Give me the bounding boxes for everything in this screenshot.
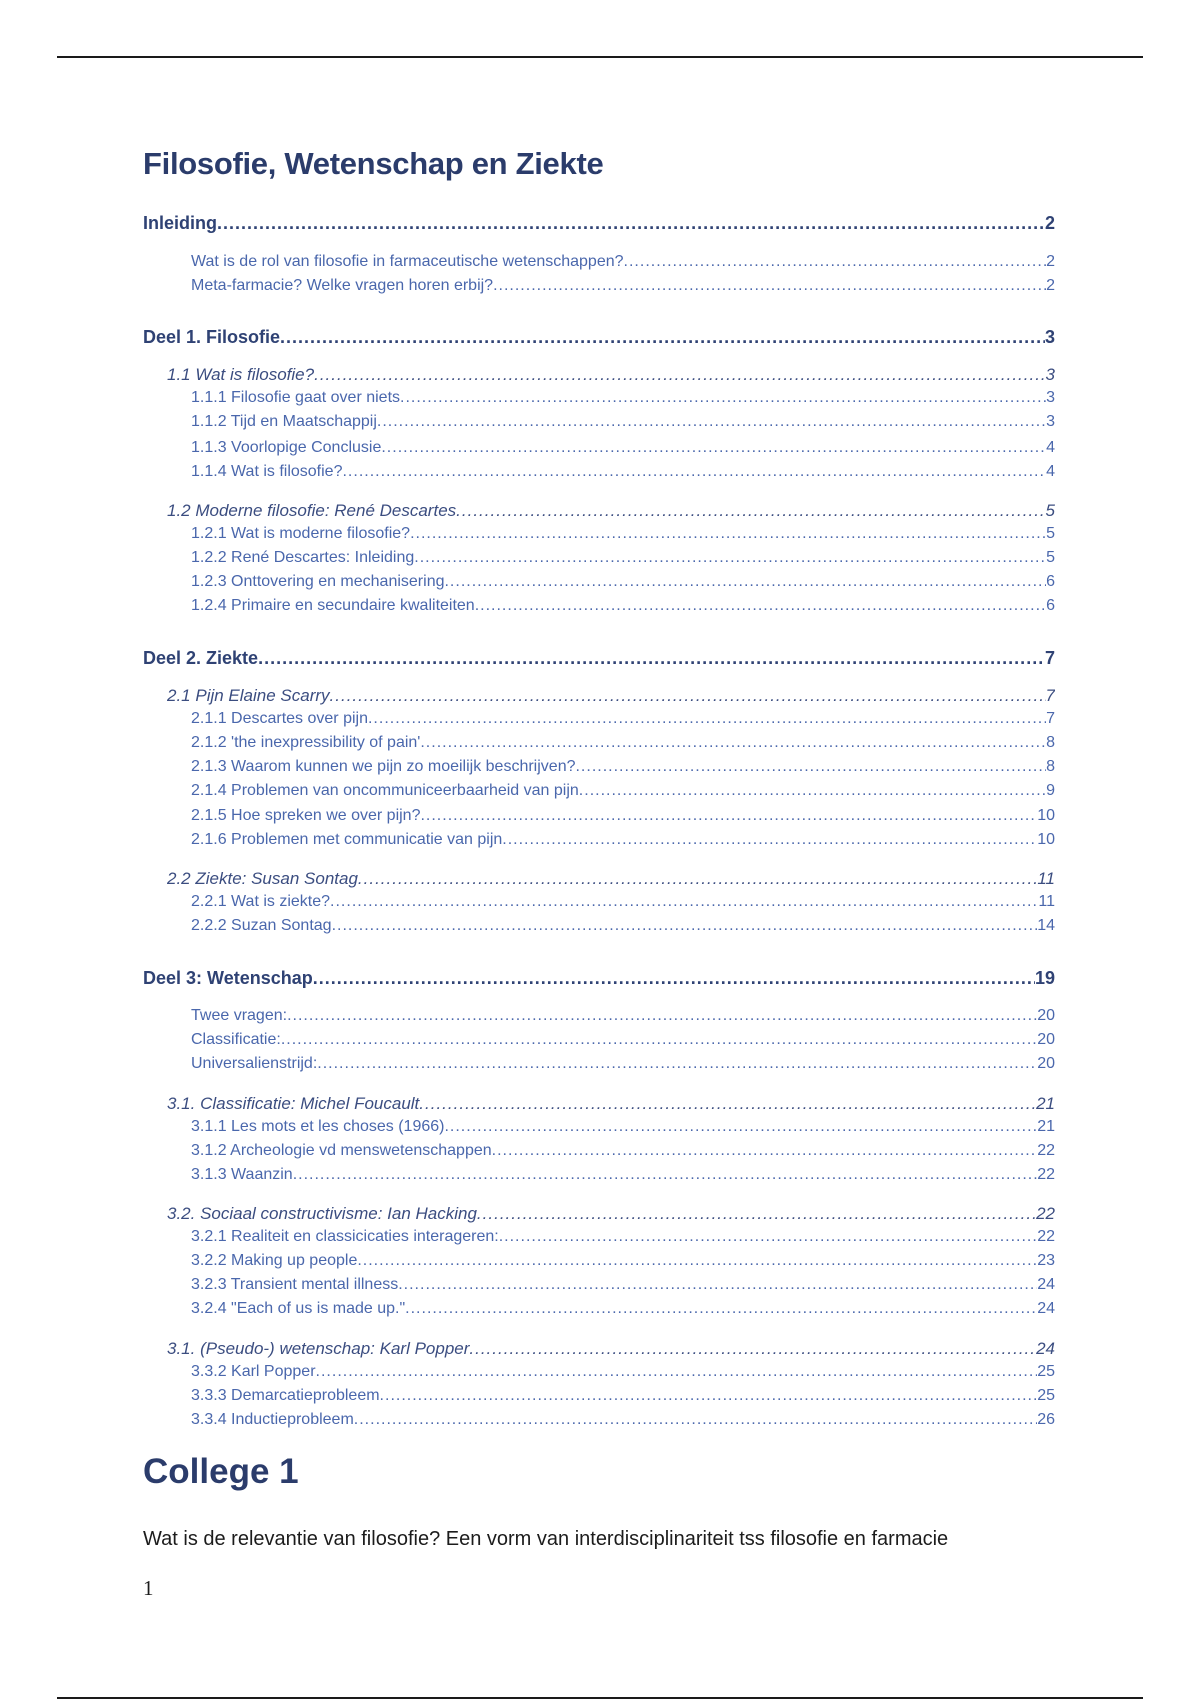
toc-entry[interactable]: [191, 831, 1055, 849]
toc-entry-title: 3.1. (Pseudo-) wetenschap: Karl Popper: [167, 1339, 470, 1358]
toc-entry-page: 24: [1036, 1339, 1055, 1358]
toc-entry[interactable]: [191, 782, 1055, 800]
toc-entry-title: 1.1.2 Tijd en Maatschappij: [191, 413, 377, 430]
toc-entry-title: 3.2.1 Realiteit en classicicaties interageren:: [191, 1228, 499, 1245]
toc-entry-title: 1.1 Wat is filosofie?: [167, 365, 315, 384]
toc-entry-page: 22: [1036, 1204, 1055, 1223]
toc-entry-page: 6: [1046, 597, 1055, 614]
toc-dot-leader: [420, 734, 1046, 752]
toc-dot-leader: [281, 1031, 1037, 1049]
toc-entry-page: 11: [1037, 869, 1055, 888]
toc-entry-title: 2.1.5 Hoe spreken we over pijn?: [191, 807, 421, 824]
toc-entry[interactable]: [191, 549, 1055, 567]
toc-dot-leader: [313, 968, 1035, 989]
toc-entry[interactable]: [191, 1252, 1055, 1270]
toc-dot-leader: [444, 1118, 1037, 1136]
toc-dot-leader: [316, 1363, 1038, 1381]
toc-dot-leader: [368, 710, 1046, 728]
toc-dot-leader: [330, 686, 1046, 706]
toc-entry-page: 24: [1037, 1276, 1055, 1293]
toc-dot-leader: [492, 1142, 1038, 1160]
toc-entry[interactable]: [143, 648, 1055, 669]
toc-entry[interactable]: [191, 1166, 1055, 1184]
toc-entry-page: 5: [1046, 549, 1055, 566]
toc-entry-title: Deel 1. Filosofie: [143, 327, 281, 347]
toc-entry-page: 25: [1037, 1363, 1055, 1380]
toc-entry-title: 1.2 Moderne filosofie: René Descartes: [167, 501, 457, 520]
toc-dot-leader: [579, 782, 1046, 800]
toc-entry-title: 2.1.6 Problemen met communicatie van pijn: [191, 831, 503, 848]
toc-entry-page: 22: [1037, 1142, 1055, 1159]
toc-entry-page: 3: [1045, 365, 1055, 384]
toc-entry-page: 21: [1036, 1094, 1055, 1113]
toc-entry[interactable]: [191, 597, 1055, 615]
document-title: Filosofie, Wetenschap en Ziekte: [143, 146, 604, 181]
toc-entry[interactable]: [191, 277, 1055, 295]
toc-dot-leader: [332, 917, 1038, 935]
toc-entry-title: 2.2.2 Suzan Sontag: [191, 917, 332, 934]
toc-entry[interactable]: [167, 1094, 1055, 1114]
toc-entry-page: 20: [1037, 1007, 1055, 1024]
toc-entry-page: 8: [1046, 734, 1055, 751]
toc-entry-title: 3.2.4 "Each of us is made up.": [191, 1300, 406, 1317]
toc-entry-title: 3.3.3 Demarcatieprobleem: [191, 1387, 380, 1404]
toc-entry-title: Deel 2. Ziekte: [143, 648, 259, 668]
toc-entry-title: 2.1.2 'the inexpressibility of pain': [191, 734, 421, 751]
toc-dot-leader: [400, 389, 1046, 407]
toc-entry[interactable]: [167, 686, 1055, 706]
toc-dot-leader: [377, 413, 1046, 431]
toc-dot-leader: [280, 327, 1045, 348]
toc-entry[interactable]: [191, 1387, 1055, 1405]
toc-dot-leader: [414, 549, 1046, 567]
toc-entry-title: Inleiding: [143, 213, 217, 233]
toc-entry-page: 5: [1046, 525, 1055, 542]
toc-dot-leader: [456, 501, 1045, 521]
toc-entry[interactable]: [191, 917, 1055, 935]
toc-entry-title: 3.1. Classificatie: Michel Foucault: [167, 1094, 420, 1113]
toc-entry[interactable]: [191, 758, 1055, 776]
toc-entry-title: 3.1.3 Waanzin: [191, 1166, 293, 1183]
toc-dot-leader: [410, 525, 1046, 543]
toc-entry-title: 2.2 Ziekte: Susan Sontag: [167, 869, 358, 888]
toc-dot-leader: [217, 213, 1045, 234]
toc-entry-title: Classificatie:: [191, 1031, 281, 1048]
toc-entry[interactable]: [191, 1276, 1055, 1294]
toc-entry[interactable]: [191, 807, 1055, 825]
toc-entry-title: 3.2.3 Transient mental illness: [191, 1276, 399, 1293]
toc-dot-leader: [330, 893, 1038, 911]
toc-entry-title: 1.2.2 René Descartes: Inleiding: [191, 549, 415, 566]
toc-entry[interactable]: [191, 463, 1055, 481]
section-heading: College 1: [143, 1452, 299, 1491]
toc-entry[interactable]: [191, 413, 1055, 431]
toc-dot-leader: [493, 277, 1046, 295]
toc-dot-leader: [342, 463, 1046, 481]
toc-entry-page: 20: [1037, 1031, 1055, 1048]
page-number: 1: [143, 1576, 154, 1600]
toc-dot-leader: [314, 365, 1045, 385]
toc-entry-page: 23: [1037, 1252, 1055, 1269]
toc-entry-title: 2.1.1 Descartes over pijn: [191, 710, 368, 727]
toc-entry-page: 3: [1044, 327, 1055, 347]
toc-dot-leader: [358, 869, 1037, 889]
toc-entry[interactable]: [167, 1339, 1055, 1359]
toc-entry[interactable]: [167, 1204, 1055, 1224]
toc-entry-title: 2.1.3 Waarom kunnen we pijn zo moeilijk beschrijven?: [191, 758, 576, 775]
toc-entry-page: 10: [1037, 807, 1055, 824]
toc-dot-leader: [575, 758, 1046, 776]
toc-entry-title: 2.2.1 Wat is ziekte?: [191, 893, 331, 910]
toc-entry[interactable]: [191, 1118, 1055, 1136]
toc-dot-leader: [469, 1339, 1036, 1359]
toc-dot-leader: [405, 1300, 1037, 1318]
toc-entry-title: Universalienstrijd:: [191, 1055, 318, 1072]
toc-entry-title: Deel 3: Wetenschap: [143, 968, 313, 988]
toc-entry-title: 1.1.3 Voorlopige Conclusie: [191, 439, 382, 456]
toc-entry-page: 22: [1037, 1166, 1055, 1183]
toc-entry-title: 3.2.2 Making up people: [191, 1252, 358, 1269]
toc-entry[interactable]: [191, 389, 1055, 407]
toc-entry[interactable]: [191, 1228, 1055, 1246]
toc-dot-leader: [317, 1055, 1037, 1073]
toc-entry-page: 7: [1046, 710, 1055, 727]
toc-entry-title: 1.1.1 Filosofie gaat over niets: [191, 389, 401, 406]
footer-rule: [57, 1697, 1143, 1699]
toc-entry-page: 7: [1044, 648, 1055, 668]
toc-entry-page: 19: [1034, 968, 1055, 988]
toc-dot-leader: [420, 807, 1037, 825]
toc-entry[interactable]: [191, 1411, 1055, 1429]
toc-entry-page: 2: [1044, 213, 1055, 233]
toc-entry[interactable]: [191, 1363, 1055, 1381]
intro-paragraph: Wat is de relevantie van filosofie? Een vorm van interdisciplinariteit tss filosofie en farmacie: [143, 1528, 949, 1550]
toc-dot-leader: [475, 597, 1046, 615]
toc-entry-page: 4: [1046, 439, 1055, 456]
toc-entry-page: 25: [1037, 1387, 1055, 1404]
toc-entry[interactable]: [191, 710, 1055, 728]
toc-entry[interactable]: [191, 734, 1055, 752]
toc-dot-leader: [287, 1007, 1037, 1025]
toc-entry-title: 1.2.4 Primaire en secundaire kwaliteiten: [191, 597, 475, 614]
toc-entry-title: Twee vragen:: [191, 1007, 288, 1024]
toc-entry-page: 8: [1046, 758, 1055, 775]
toc-entry-title: Wat is de rol van filosofie in farmaceutische wetenschappen?: [191, 253, 624, 270]
toc-entry[interactable]: [191, 1055, 1055, 1073]
toc-entry[interactable]: [191, 439, 1055, 457]
toc-dot-leader: [477, 1204, 1036, 1224]
toc-dot-leader: [624, 253, 1047, 271]
toc-entry[interactable]: [191, 1300, 1055, 1318]
toc-entry-title: Meta-farmacie? Welke vragen horen erbij?: [191, 277, 494, 294]
toc-entry-page: 11: [1038, 893, 1055, 910]
toc-entry[interactable]: [191, 1007, 1055, 1025]
toc-dot-leader: [293, 1166, 1038, 1184]
toc-entry-title: 3.3.4 Inductieprobleem: [191, 1411, 354, 1428]
toc-dot-leader: [380, 1387, 1038, 1405]
toc-entry[interactable]: [191, 1031, 1055, 1049]
toc-entry[interactable]: [191, 573, 1055, 591]
toc-entry-page: 22: [1037, 1228, 1055, 1245]
toc-dot-leader: [398, 1276, 1037, 1294]
toc-entry-title: 3.1.1 Les mots et les choses (1966): [191, 1118, 445, 1135]
toc-entry-page: 21: [1037, 1118, 1055, 1135]
toc-entry-title: 1.1.4 Wat is filosofie?: [191, 463, 343, 480]
toc-dot-leader: [499, 1228, 1037, 1246]
toc-entry-page: 4: [1046, 463, 1055, 480]
toc-dot-leader: [444, 573, 1046, 591]
toc-entry-page: 20: [1037, 1055, 1055, 1072]
toc-entry[interactable]: [143, 213, 1055, 234]
toc-dot-leader: [258, 648, 1045, 669]
toc-entry[interactable]: [143, 968, 1055, 989]
toc-entry[interactable]: [167, 501, 1055, 521]
toc-entry[interactable]: [191, 525, 1055, 543]
toc-dot-leader: [357, 1252, 1037, 1270]
toc-entry-page: 2: [1046, 277, 1055, 294]
toc-dot-leader: [502, 831, 1037, 849]
toc-entry-title: 3.1.2 Archeologie vd menswetenschappen: [191, 1142, 492, 1159]
toc-entry[interactable]: [167, 869, 1055, 889]
toc-entry[interactable]: [191, 893, 1055, 911]
toc-entry-page: 3: [1046, 389, 1055, 406]
toc-dot-leader: [354, 1411, 1037, 1429]
toc-entry-title: 3.2. Sociaal constructivisme: Ian Hacking: [167, 1204, 477, 1223]
toc-entry-page: 2: [1046, 253, 1055, 270]
toc-entry-title: 2.1 Pijn Elaine Scarry: [167, 686, 330, 705]
toc-entry-title: 1.2.3 Onttovering en mechanisering: [191, 573, 445, 590]
toc-dot-leader: [381, 439, 1046, 457]
toc-entry-page: 7: [1045, 686, 1055, 705]
toc-entry-page: 24: [1037, 1300, 1055, 1317]
toc-entry-page: 6: [1046, 573, 1055, 590]
toc-dot-leader: [419, 1094, 1036, 1114]
toc-entry-page: 26: [1037, 1411, 1055, 1428]
toc-entry-title: 2.1.4 Problemen van oncommuniceerbaarheid van pijn: [191, 782, 579, 799]
toc-entry-title: 1.2.1 Wat is moderne filosofie?: [191, 525, 411, 542]
toc-entry[interactable]: [143, 327, 1055, 348]
toc-entry-page: 3: [1046, 413, 1055, 430]
toc-entry[interactable]: [167, 365, 1055, 385]
toc-entry[interactable]: [191, 1142, 1055, 1160]
toc-entry-page: 14: [1037, 917, 1055, 934]
toc-entry-title: 3.3.2 Karl Popper: [191, 1363, 316, 1380]
toc-entry-page: 10: [1037, 831, 1055, 848]
toc-entry-page: 5: [1045, 501, 1055, 520]
toc-entry[interactable]: [191, 253, 1055, 271]
toc-entry-page: 9: [1046, 782, 1055, 799]
